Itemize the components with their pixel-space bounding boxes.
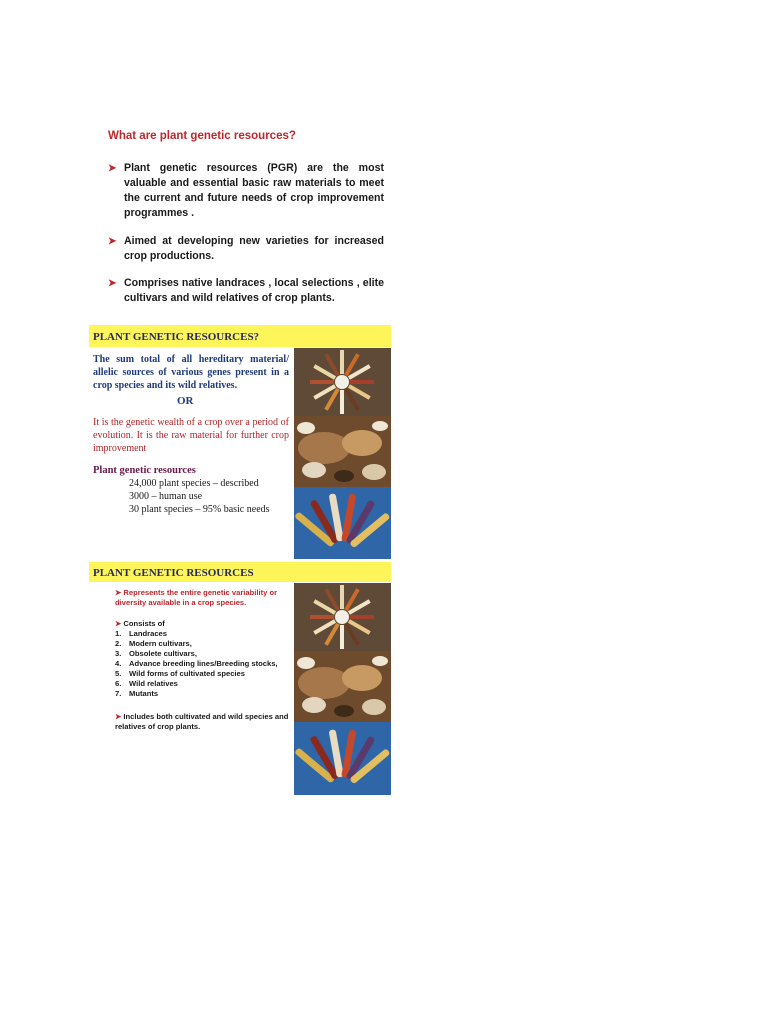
- arrow-bullet-icon: ➤: [115, 619, 122, 628]
- closing-text: Includes both cultivated and wild species and relatives of crop plants.: [115, 712, 289, 731]
- definition-genetic-wealth: It is the genetic wealth of a crop over a period of evolution. It is the raw material for further crop improvement: [93, 417, 289, 454]
- slide-pgr-components: [89, 562, 391, 795]
- list-item: [115, 679, 278, 689]
- list-item: [115, 659, 278, 669]
- item-text: Mutants: [129, 689, 159, 698]
- crop-photo-collage: [294, 583, 391, 795]
- arrow-bullet-icon: ➤: [108, 236, 117, 247]
- bullet-pgr-definition: [108, 161, 384, 221]
- intro-text: Represents the entire genetic variability or diversity available in a crop species.: [115, 588, 278, 607]
- seed-gourd-photo: [294, 651, 391, 722]
- seed-gourd-photo: [294, 416, 391, 487]
- stat-line: 30 plant species – 95% basic needs: [129, 504, 270, 515]
- item-text: Modern cultivars,: [129, 639, 192, 648]
- slide-pgr-definition: [89, 325, 391, 560]
- stats-subheading: Plant genetic resources: [93, 465, 196, 476]
- item-text: Wild forms of cultivated species: [129, 669, 245, 678]
- list-item: [115, 649, 278, 659]
- bullet-text: Comprises native landraces , local selections , elite cultivars and wild relatives of crop plants.: [124, 277, 384, 304]
- grain-sunburst-photo: [294, 583, 391, 651]
- arrow-bullet-icon: ➤: [115, 712, 122, 721]
- slide-heading: PLANT GENETIC RESOURCES?: [93, 331, 260, 343]
- item-number: 6.: [115, 679, 122, 688]
- bullet-aim: [108, 234, 384, 264]
- slide-heading: PLANT GENETIC RESOURCES: [93, 567, 254, 579]
- stat-line: 24,000 plant species – described: [129, 478, 259, 489]
- grain-sunburst-photo: [294, 348, 391, 416]
- item-number: 3.: [115, 649, 122, 658]
- item-number: 4.: [115, 659, 122, 668]
- arrow-bullet-icon: ➤: [108, 163, 117, 174]
- closing-bullet: [115, 712, 293, 732]
- arrow-bullet-icon: ➤: [115, 588, 122, 597]
- bullet-text: Plant genetic resources (PGR) are the most valuable and essential basic raw materials to meet the current and future needs of crop improvement programmes .: [124, 162, 384, 219]
- slide-header: [89, 562, 391, 582]
- stat-line: 3000 – human use: [129, 491, 203, 502]
- component-list: [115, 629, 278, 699]
- bullet-text: Aimed at developing new varieties for increased crop productions.: [124, 235, 384, 262]
- list-item: [115, 669, 278, 679]
- item-number: 1.: [115, 629, 122, 638]
- bullet-comprises: [108, 276, 384, 306]
- item-text: Landraces: [129, 629, 167, 638]
- item-text: Obsolete cultivars,: [129, 649, 197, 658]
- intro-bullet: [115, 588, 287, 608]
- consists-label: Consists of: [123, 619, 165, 628]
- section-title: What are plant genetic resources?: [108, 130, 296, 142]
- or-separator: OR: [177, 395, 194, 407]
- item-text: Wild relatives: [129, 679, 178, 688]
- item-number: 5.: [115, 669, 122, 678]
- list-item: [115, 629, 278, 639]
- list-item: [115, 689, 278, 699]
- slide-header: [89, 325, 391, 347]
- maize-cobs-photo: [294, 722, 391, 795]
- item-text: Advance breeding lines/Breeding stocks,: [129, 659, 278, 668]
- item-number: 2.: [115, 639, 122, 648]
- arrow-bullet-icon: ➤: [108, 278, 117, 289]
- list-item: [115, 639, 278, 649]
- crop-photo-collage: [294, 348, 391, 559]
- item-number: 7.: [115, 689, 122, 698]
- definition-hereditary: The sum total of all hereditary material/ allelic sources of various genes present in a crop species and its wild relatives.: [93, 354, 289, 391]
- consists-bullet: [115, 619, 165, 629]
- maize-cobs-photo: [294, 487, 391, 559]
